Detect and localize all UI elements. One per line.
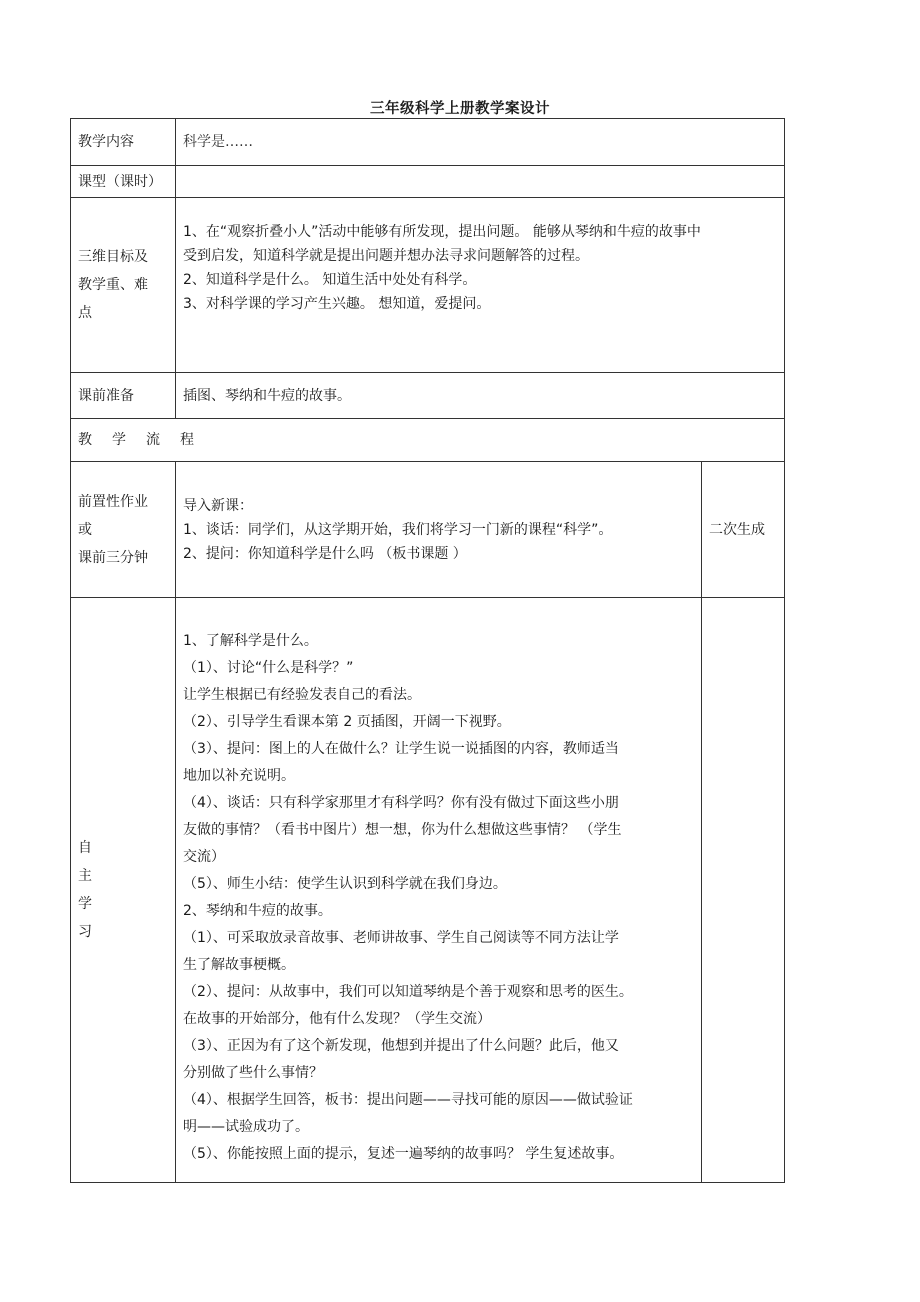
row-goals <box>71 198 785 373</box>
self-study-line: 生了解故事梗概。 <box>183 957 295 973</box>
pre-class-label-line: 或 <box>78 521 92 538</box>
preparation-value: 插图、琴纳和牛痘的故事。 <box>176 373 785 419</box>
goals-label-line: 点 <box>78 305 92 321</box>
self-study-line: （5）、师生小结：使学生认识到科学就在我们身边。 <box>183 876 507 892</box>
goals-content <box>176 198 785 373</box>
pre-class-label-line: 前置性作业 <box>78 493 148 510</box>
teaching-flow-heading <box>71 419 785 462</box>
flow-char: 流 <box>146 432 160 448</box>
goals-line: 受到启发，知道科学就是提出问题并想办法寻求问题解答的过程。 <box>183 248 589 264</box>
goals-line: 1、在“观察折叠小人”活动中能够有所发现，提出问题。 能够从琴纳和牛痘的故事中 <box>183 224 701 240</box>
self-study-line: （3）、正因为有了这个新发现，他想到并提出了什么问题？此后，他又 <box>183 1038 619 1054</box>
self-study-line: （4）、谈话：只有科学家那里才有科学吗？你有没有做过下面这些小朋 <box>183 795 619 811</box>
pre-class-label <box>71 462 176 598</box>
row-teaching-flow <box>71 419 785 462</box>
self-study-line: 明——试验成功了。 <box>183 1119 309 1135</box>
pre-class-line: 1、谈话：同学们，从这学期开始，我们将学习一门新的课程“科学”。 <box>183 521 613 538</box>
goals-line: 2、知道科学是什么。 知道生活中处处有科学。 <box>183 272 477 288</box>
flow-char: 教 <box>78 432 92 448</box>
self-study-line: 友做的事情？（看书中图片）想一想，你为什么想做这些事情？ （学生 <box>183 822 622 838</box>
teaching-content-value: 科学是…… <box>176 119 785 166</box>
self-study-line: 2、琴纳和牛痘的故事。 <box>183 903 332 919</box>
row-self-study <box>71 598 785 1183</box>
self-study-line: （1）、讨论“什么是科学？” <box>183 660 354 676</box>
self-study-line: 让学生根据已有经验发表自己的看法。 <box>183 687 421 703</box>
preparation-label: 课前准备 <box>71 373 176 419</box>
pre-class-line: 2、提问：你知道科学是什么吗 （板书课题 ） <box>183 545 467 562</box>
secondary-generation-cell: 二次生成 <box>702 462 785 598</box>
self-study-line: （3）、提问：图上的人在做什么？让学生说一说插图的内容，教师适当 <box>183 741 619 757</box>
self-study-line: 1、了解科学是什么。 <box>183 633 318 649</box>
lesson-type-label: 课型（课时） <box>71 166 176 198</box>
self-study-label <box>71 598 176 1183</box>
self-study-line: 地加以补充说明。 <box>183 768 295 784</box>
self-study-label-char: 习 <box>78 924 92 940</box>
row-preparation <box>71 373 785 419</box>
self-study-line: 在故事的开始部分，他有什么发现？（学生交流） <box>183 1011 491 1027</box>
document-title: 三年级科学上册教学案设计 <box>370 101 550 117</box>
goals-line: 3、对科学课的学习产生兴趣。 想知道，爱提问。 <box>183 296 491 312</box>
row-pre-class <box>71 462 785 598</box>
pre-class-content <box>176 462 702 598</box>
pre-class-line: 导入新课： <box>183 497 253 514</box>
self-study-label-char: 自 <box>78 840 92 856</box>
self-study-label-char: 主 <box>78 868 92 884</box>
row-teaching-content <box>71 119 785 166</box>
goals-label-line: 教学重、难 <box>78 277 148 293</box>
self-study-line: （2）、引导学生看课本第 2 页插图，开阔一下视野。 <box>183 714 511 730</box>
lesson-plan-table <box>70 118 785 1183</box>
goals-label-line: 三维目标及 <box>78 249 148 265</box>
self-study-line: （4）、根据学生回答，板书：提出问题——寻找可能的原因——做试验证 <box>183 1092 633 1108</box>
self-study-line: 分别做了些什么事情？ <box>183 1065 323 1081</box>
lesson-type-value <box>176 166 785 198</box>
pre-class-label-line: 课前三分钟 <box>78 549 148 566</box>
self-study-line: （1）、可采取放录音故事、老师讲故事、学生自己阅读等不同方法让学 <box>183 930 619 946</box>
flow-char: 程 <box>180 432 194 448</box>
row-lesson-type <box>71 166 785 198</box>
self-study-line: （5）、你能按照上面的提示，复述一遍琴纳的故事吗？ 学生复述故事。 <box>183 1146 624 1162</box>
self-study-side-cell <box>702 598 785 1183</box>
goals-label <box>71 198 176 373</box>
flow-char: 学 <box>112 432 126 448</box>
self-study-content <box>176 598 702 1183</box>
teaching-content-label: 教学内容 <box>71 119 176 166</box>
self-study-line: 交流） <box>183 849 225 865</box>
self-study-line: （2）、提问：从故事中，我们可以知道琴纳是个善于观察和思考的医生。 <box>183 984 633 1000</box>
self-study-label-char: 学 <box>78 896 92 912</box>
